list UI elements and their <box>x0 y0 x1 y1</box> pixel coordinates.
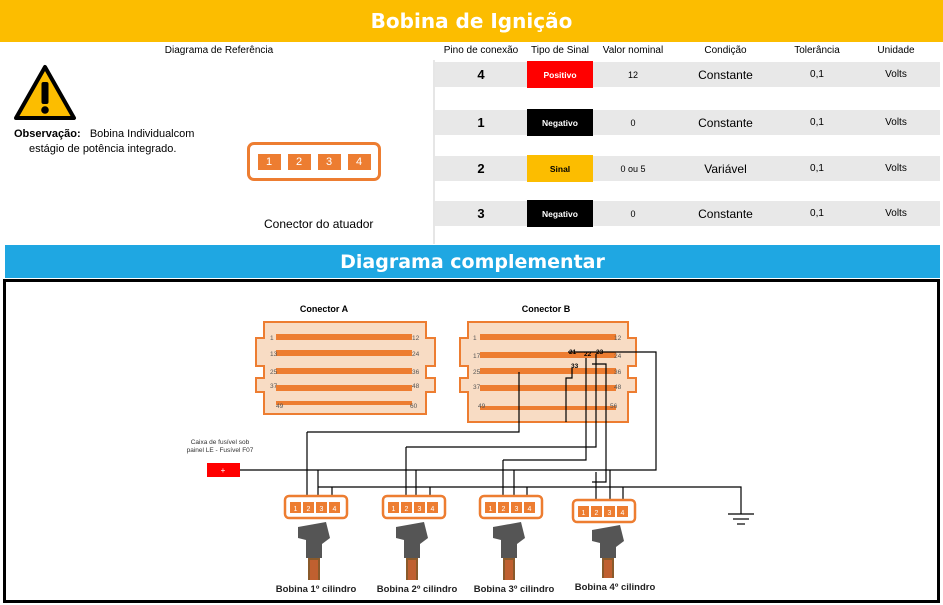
coil-pin: 2 <box>306 506 311 513</box>
table-row <box>435 110 940 135</box>
pin-label: 17 <box>473 353 481 360</box>
ignition-coil-icon <box>493 522 525 580</box>
coil-pin: 4 <box>430 506 435 513</box>
pin-label: 60 <box>410 403 418 410</box>
pin-number: 1 <box>477 115 485 130</box>
table-row <box>435 201 940 226</box>
connector-a <box>256 304 435 414</box>
coil-pin: 3 <box>607 510 612 517</box>
coil-pin: 4 <box>527 506 532 513</box>
pin-table <box>435 60 940 244</box>
tolerance-value: 0,1 <box>810 117 824 128</box>
col-reference: Diagrama de Referência <box>164 45 274 56</box>
unit-value: Volts <box>885 117 907 128</box>
col-nominal: Valor nominal <box>602 45 664 56</box>
tolerance-value: 0,1 <box>810 208 824 219</box>
marked-pin-label: 23 <box>596 349 604 356</box>
table-header <box>0 42 943 60</box>
coil-pin: 2 <box>501 506 506 513</box>
coil-label: Bobina 1º cilindro <box>275 584 357 595</box>
signal-badge: Negativo <box>527 200 593 227</box>
coil-pin: 1 <box>581 510 586 517</box>
pin-label: 12 <box>412 335 420 342</box>
pin-label: 36 <box>412 369 420 376</box>
col-pin: Pino de conexão <box>443 45 519 56</box>
coil-1 <box>276 496 357 595</box>
pin-number: 4 <box>477 67 485 82</box>
actuator-connector <box>247 142 381 181</box>
nominal-value: 0 <box>630 208 636 219</box>
fuse-label-2: painel LE - Fusível F07 <box>186 447 254 454</box>
marked-pin-label: 22 <box>584 351 592 358</box>
coil-pin: 1 <box>391 506 396 513</box>
col-condition: Condição <box>704 45 747 56</box>
col-signal: Tipo de Sinal <box>531 45 589 56</box>
coil-pin: 4 <box>332 506 337 513</box>
pin-label: 37 <box>270 383 278 390</box>
connector-pin: 1 <box>258 154 281 170</box>
unit-value: Volts <box>885 208 907 219</box>
coil-pin: 2 <box>594 510 599 517</box>
signal-badge: Negativo <box>527 109 593 136</box>
connector-pin: 3 <box>318 154 341 170</box>
connector-pin: 2 <box>288 154 311 170</box>
observation-label: Observação: <box>14 128 81 140</box>
connector-a-label: Conector A <box>299 304 349 314</box>
coil-label: Bobina 4º cilindro <box>574 582 656 593</box>
tolerance-value: 0,1 <box>810 69 824 80</box>
unit-value: Volts <box>885 163 907 174</box>
coil-4 <box>573 500 655 593</box>
connector-caption: Conector do atuador <box>264 217 374 231</box>
signal-badge: Positivo <box>527 61 593 88</box>
pin-label: 24 <box>412 351 420 358</box>
pin-label: 24 <box>614 353 622 360</box>
table-row <box>435 62 940 87</box>
coil-pin: 1 <box>488 506 493 513</box>
pin-label: 1 <box>473 335 477 342</box>
observation-text-1: Bobina Individualcom <box>89 128 195 140</box>
pin-label: 36 <box>614 369 622 376</box>
coil-pin: 4 <box>620 510 625 517</box>
table-row <box>435 156 940 181</box>
title-banner <box>0 0 943 42</box>
observation-note <box>14 127 224 157</box>
fuse-label-1: Caixa de fusível sob <box>190 439 250 446</box>
signal-badge: Sinal <box>527 155 593 182</box>
condition-value: Constante <box>698 67 753 82</box>
section-banner <box>5 245 940 278</box>
fuse-symbol: + <box>220 466 226 475</box>
section-title: Diagrama complementar <box>340 250 605 273</box>
marked-pin-label: 33 <box>571 363 579 370</box>
page-title: Bobina de Ignição <box>370 9 573 33</box>
tolerance-value: 0,1 <box>810 163 824 174</box>
observation-text-2: estágio de potência integrado. <box>29 143 177 155</box>
condition-value: Constante <box>698 206 753 221</box>
pin-label: 25 <box>270 369 278 376</box>
coil-2 <box>377 496 458 595</box>
condition-value: Variável <box>704 161 747 176</box>
wiring-diagram <box>3 279 940 603</box>
col-tolerance: Tolerância <box>794 45 840 56</box>
coil-pin: 3 <box>417 506 422 513</box>
nominal-value: 12 <box>627 69 638 80</box>
pin-label: 1 <box>270 335 274 342</box>
coil-3 <box>474 496 555 595</box>
coil-label: Bobina 2º cilindro <box>376 584 458 595</box>
pin-label: 25 <box>473 369 481 376</box>
ground-icon <box>728 514 754 524</box>
reference-panel <box>5 60 433 244</box>
coil-pin: 1 <box>293 506 298 513</box>
connector-b-label: Conector B <box>521 304 571 314</box>
connector-b <box>460 304 636 422</box>
warning-icon <box>13 64 77 127</box>
coil-pin: 3 <box>319 506 324 513</box>
pin-label: 48 <box>614 384 622 391</box>
marked-pin-label: 21 <box>569 349 577 356</box>
ignition-coil-icon <box>592 525 624 578</box>
pin-label: 13 <box>270 351 278 358</box>
pin-label: 49 <box>276 403 284 410</box>
nominal-value: 0 <box>630 117 636 128</box>
pin-number: 2 <box>477 161 485 176</box>
fuse-box <box>187 439 254 477</box>
condition-value: Constante <box>698 115 753 130</box>
pin-label: 56 <box>610 403 618 410</box>
ignition-coil-icon <box>298 522 330 580</box>
coil-pin: 2 <box>404 506 409 513</box>
pin-label: 48 <box>412 383 420 390</box>
pin-label: 37 <box>473 384 481 391</box>
coil-label: Bobina 3º cilindro <box>473 584 555 595</box>
nominal-value: 0 ou 5 <box>620 163 646 174</box>
pin-number: 3 <box>477 206 485 221</box>
coil-pin: 3 <box>514 506 519 513</box>
connector-pin: 4 <box>348 154 371 170</box>
pin-label: 49 <box>478 403 486 410</box>
unit-value: Volts <box>885 69 907 80</box>
pin-label: 12 <box>614 335 622 342</box>
ignition-coil-icon <box>396 522 428 580</box>
col-unit: Unidade <box>877 45 915 56</box>
